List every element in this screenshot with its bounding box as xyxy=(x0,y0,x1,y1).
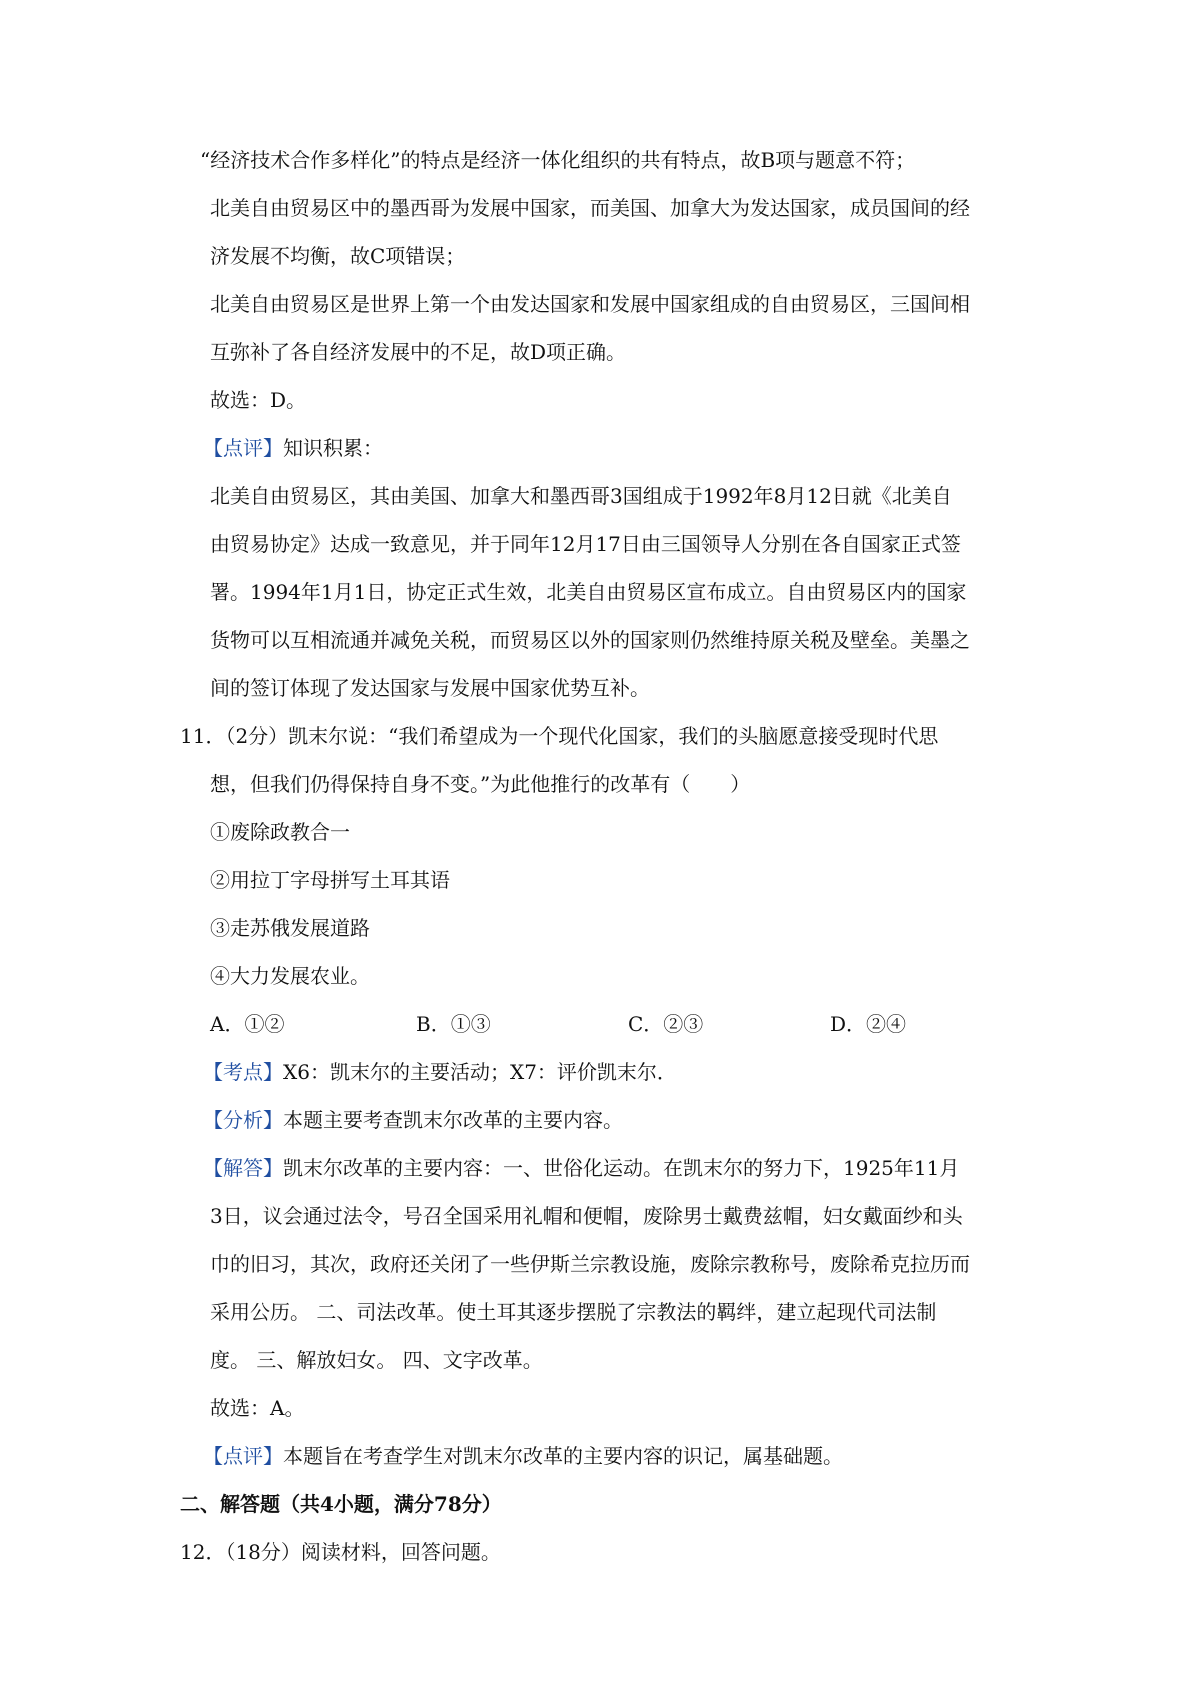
q10-explain-c-line2: 济发展不均衡，故C项错误； xyxy=(210,244,466,268)
q11-jieda-line: 巾的旧习，其次，政府还关闭了一些伊斯兰宗教设施，废除宗教称号，废除希克拉历而 xyxy=(210,1252,970,1276)
q11-kaodian xyxy=(203,1058,677,1086)
q11-fenxi xyxy=(203,1106,623,1134)
q11-stem-line1: 11．（2分）凯末尔说：“我们希望成为一个现代化国家，我们的头脑愿意接受现时代思 xyxy=(180,724,939,748)
q10-knowledge-line: 由贸易协定》达成一致意见，并于同年12月17日由三国领导人分别在各自国家正式签 xyxy=(210,532,961,556)
q11-stem-line2: 想，但我们仍得保持自身不变。”为此他推行的改革有（ ） xyxy=(210,772,751,796)
q11-dianping xyxy=(203,1442,843,1470)
q10-knowledge-line: 北美自由贸易区，其由美国、加拿大和墨西哥3国组成于1992年8月12日就《北美自 xyxy=(210,484,952,508)
q12-stem: 12．（18分）阅读材料，回答问题。 xyxy=(180,1540,501,1564)
q11-fenxi-tag: 【分析】 xyxy=(203,1108,283,1132)
q11-dianping-text: 本题旨在考查学生对凯末尔改革的主要内容的识记，属基础题。 xyxy=(283,1444,843,1468)
q10-knowledge-line: 署。1994年1月1日，协定正式生效，北美自由贸易区宣布成立。自由贸易区内的国家 xyxy=(210,580,967,604)
q11-item: ②用拉丁字母拼写土耳其语 xyxy=(210,868,450,892)
q11-option-b: B．①③ xyxy=(416,1012,491,1036)
q11-dianping-tag: 【点评】 xyxy=(203,1444,283,1468)
q11-jieda-line: 3日，议会通过法令，号召全国采用礼帽和便帽，废除男士戴费兹帽，妇女戴面纱和头 xyxy=(210,1204,963,1228)
q11-option-c: C．②③ xyxy=(628,1012,704,1036)
q10-explain-d-line1: 北美自由贸易区是世界上第一个由发达国家和发展中国家组成的自由贸易区，三国间相 xyxy=(210,292,970,316)
q10-knowledge-line: 间的签订体现了发达国家与发展中国家优势互补。 xyxy=(210,676,650,700)
q11-jieda xyxy=(203,1154,959,1182)
q10-explain-d-line2: 互弥补了各自经济发展中的不足，故D项正确。 xyxy=(210,340,627,364)
q10-comment xyxy=(203,434,383,462)
q11-item: ④大力发展农业。 xyxy=(210,964,370,988)
q11-kaodian-text: X6：凯末尔的主要活动；X7：评价凯末尔． xyxy=(283,1060,677,1084)
q11-fenxi-text: 本题主要考查凯末尔改革的主要内容。 xyxy=(283,1108,623,1132)
q10-explain-b: “经济技术合作多样化”的特点是经济一体化组织的共有特点，故B项与题意不符； xyxy=(200,148,916,172)
section-heading: 二、解答题（共4小题，满分78分） xyxy=(180,1492,502,1516)
q10-choice: 故选：D。 xyxy=(210,388,307,412)
q10-comment-tag: 【点评】 xyxy=(203,436,283,460)
q11-option-a: A．①② xyxy=(210,1012,285,1036)
q11-jieda-line: 度。 三、解放妇女。 四、文字改革。 xyxy=(210,1348,543,1372)
q10-comment-text: 知识积累： xyxy=(283,436,383,460)
q11-kaodian-tag: 【考点】 xyxy=(203,1060,283,1084)
q10-explain-c-line1: 北美自由贸易区中的墨西哥为发展中国家，而美国、加拿大为发达国家，成员国间的经 xyxy=(210,196,970,220)
q11-option-d: D．②④ xyxy=(830,1012,907,1036)
q11-item: ①废除政教合一 xyxy=(210,820,350,844)
q11-jieda-line: 采用公历。 二、司法改革。使土耳其逐步摆脱了宗教法的羁绊，建立起现代司法制 xyxy=(210,1300,937,1324)
q11-choice: 故选：A。 xyxy=(210,1396,305,1420)
q11-item: ③走苏俄发展道路 xyxy=(210,916,370,940)
q11-jieda-tag: 【解答】 xyxy=(203,1156,283,1180)
q11-jieda-text: 凯末尔改革的主要内容：一、世俗化运动。在凯末尔的努力下，1925年11月 xyxy=(283,1156,960,1180)
q10-knowledge-line: 货物可以互相流通并减免关税，而贸易区以外的国家则仍然维持原关税及壁垒。美墨之 xyxy=(210,628,970,652)
